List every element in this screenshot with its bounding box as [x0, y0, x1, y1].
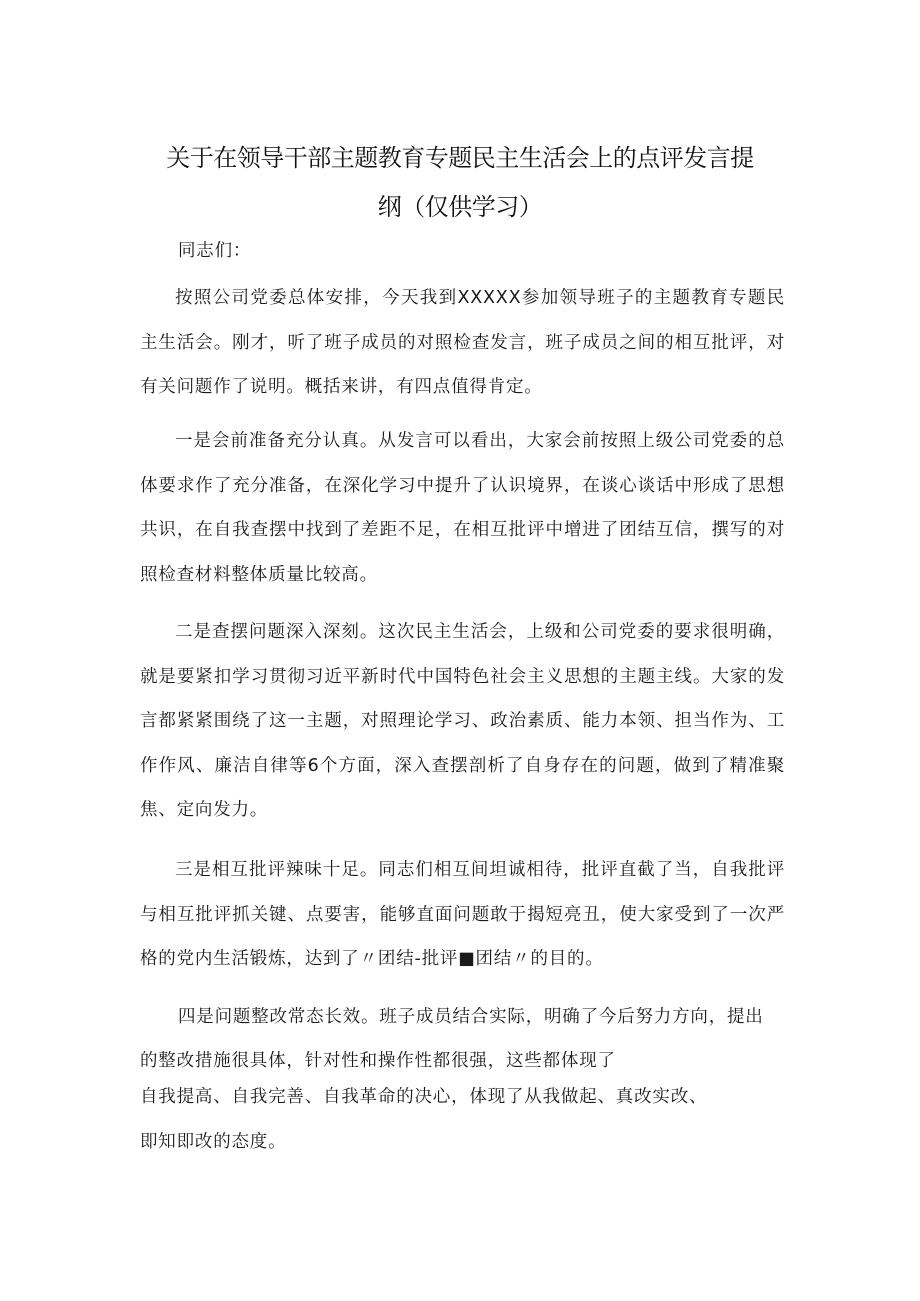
paragraph-point-4-line-2: 的整改措施很具体，针对性和操作性都很强，这些都体现了: [140, 1051, 616, 1071]
paragraph-point-1: 一是会前准备充分认真。从发言可以看出，大家会前按照上级公司党委的总体要求作了充分准备，在深化学习中提升了认识境界，在谈心谈话中形成了思想共识，在自我查摆中找到了差距不足，在相互批评中增进了团结互信，撰写的对照检查材料整体质量比较高。: [140, 431, 785, 585]
paragraph-point-4-line-3: 自我提高、自我完善、自我革命的决心，体现了从我做起、真改实改、: [140, 1087, 708, 1107]
paragraph-intro: 按照公司党委总体安排，今天我到XXXXX参加领导班子的主题教育专题民主生活会。刚才，听了班子成员的对照检查发言，班子成员之间的相互批评，对有关问题作了说明。概括来讲，有四点值得肯定。: [140, 288, 785, 397]
paragraph-point-3: 三是相互批评辣味十足。同志们相互间坦诚相待，批评直截了当，自我批评与相互批评抓关键、点要害，能够直面问题敢于揭短亮丑，使大家受到了一次严格的党内生活锻炼，达到了〃团结-批评■团结〃的目的。: [140, 860, 785, 969]
document-title-line-1: 关于在领导干部主题教育专题民主生活会上的点评发言提: [166, 144, 754, 172]
document-title-line-2: 纲（仅供学习）: [377, 193, 543, 221]
paragraph-point-4-line-4: 即知即改的态度。: [140, 1132, 287, 1152]
paragraph-point-2: 二是查摆问题深入深刻。这次民主生活会，上级和公司党委的要求很明确，就是要紧扣学习贯彻习近平新时代中国特色社会主义思想的主题主线。大家的发言都紧紧围绕了这一主题，对照理论学习、政治素质、能力本领、担当作为、工作作风、廉洁自律等6个方面，深入查摆剖析了自身存在的问题，做到了精准聚焦、定向发力。: [140, 622, 785, 820]
greeting: 同志们：: [178, 241, 252, 261]
paragraph-point-4-line-1: 四是问题整改常态长效。班子成员结合实际，明确了今后努力方向，提出: [178, 1007, 764, 1027]
